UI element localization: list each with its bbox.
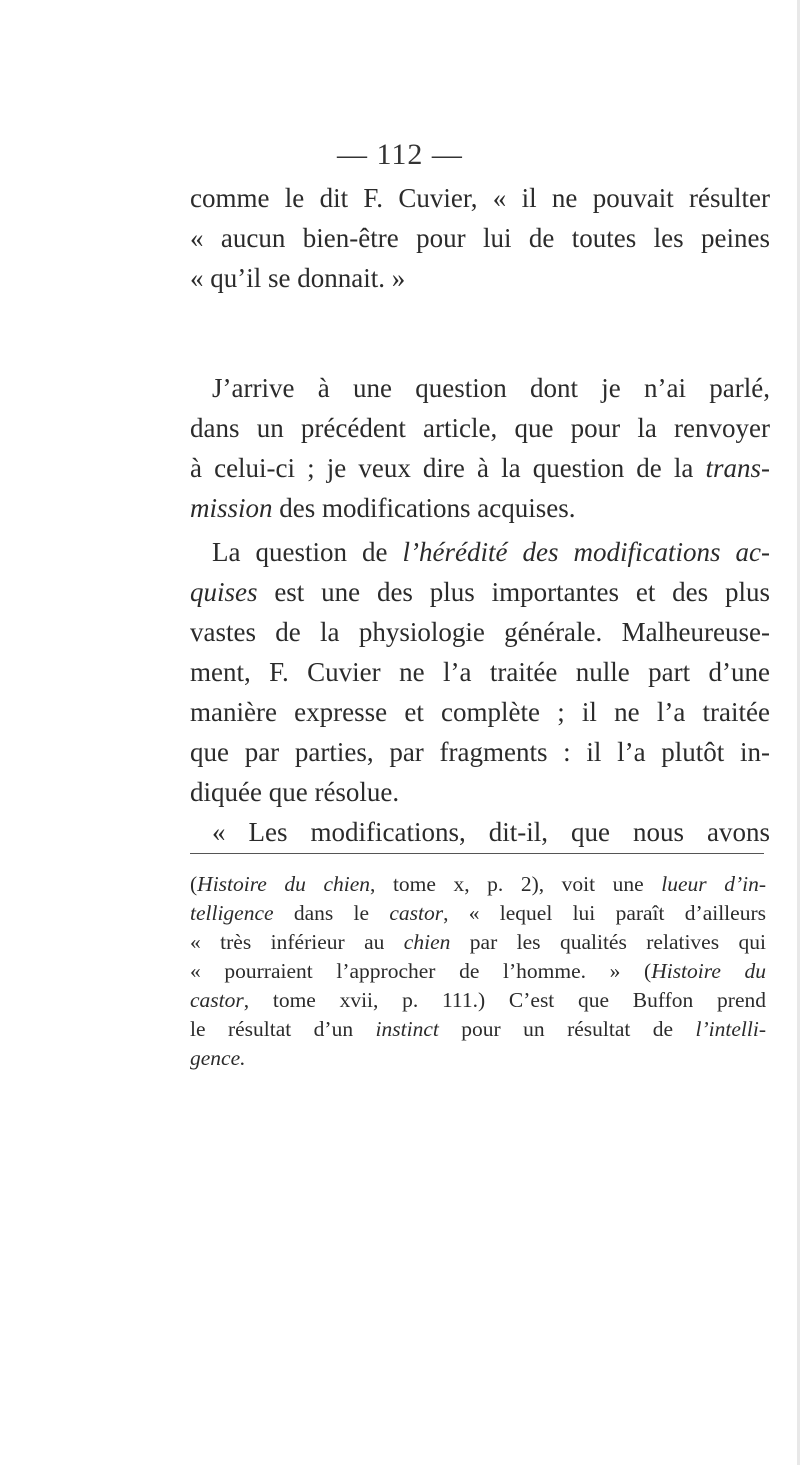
text-line: vastes de la physiologie générale. Malheureuse- — [190, 617, 770, 647]
footnote-line — [190, 928, 766, 957]
text-span: dans le — [273, 901, 390, 925]
text-line: manière expresse et complète ; il ne l’a traitée — [190, 697, 770, 727]
text-span: pour un résultat de — [438, 1017, 696, 1041]
text-line — [190, 448, 770, 488]
text-line: que par parties, par fragments : il l’a plutôt in- — [190, 737, 770, 767]
text-span: , tome x, p. 2), voit une — [370, 872, 662, 896]
text-span: « très inférieur au — [190, 930, 404, 954]
text-line: « aucun bien-être pour lui de toutes les peines — [190, 223, 770, 253]
text-line: J’arrive à une question dont je n’ai parlé, — [212, 373, 770, 403]
footnote-line — [190, 1015, 766, 1044]
footnote-line: gence. — [190, 1046, 246, 1070]
italic-span: trans- — [705, 453, 770, 483]
text-span: des modifications acquises. — [272, 493, 576, 523]
italic-span: chien — [403, 930, 451, 954]
text-line — [190, 572, 770, 612]
text-span: le résultat d’un — [190, 1017, 376, 1041]
text-span: , « lequel lui paraît d’ailleurs — [443, 901, 766, 925]
text-line: comme le dit F. Cuvier, « il ne pouvait résulter — [190, 183, 770, 213]
italic-span: Histoire du — [651, 959, 766, 983]
text-span: , tome xvii, p. 111.) C’est que Buffon prend — [243, 988, 766, 1012]
italic-span: castor — [190, 988, 244, 1012]
italic-span: quises — [190, 577, 258, 607]
text-line: ment, F. Cuvier ne l’a traitée nulle part d’une — [190, 657, 770, 687]
text-span: ( — [190, 872, 198, 896]
text-line: « qu’il se donnait. » — [190, 263, 406, 293]
italic-span: l’intelli- — [695, 1017, 766, 1041]
text-line — [190, 532, 770, 572]
text-span: La question de — [212, 537, 403, 567]
text-line: « Les modifications, dit-il, que nous avons — [212, 817, 770, 847]
italic-span: castor — [389, 901, 444, 925]
footnote-divider — [190, 853, 764, 854]
footnote-line — [190, 870, 766, 899]
text-span: à celui-ci ; je veux dire à la question de la — [190, 453, 706, 483]
italic-span: Histoire du chien — [197, 872, 371, 896]
text-span: « pourraient l’approcher de l’homme. » ( — [190, 959, 652, 983]
italic-span: telligence — [190, 901, 274, 925]
italic-span: instinct — [375, 1017, 439, 1041]
text-span: est une des plus importantes et des plus — [257, 577, 770, 607]
text-span: par les qualités relatives qui — [450, 930, 766, 954]
italic-span: l’hérédité des modifications ac- — [402, 537, 770, 567]
footnote-line — [190, 957, 766, 986]
text-line — [190, 488, 770, 528]
footnote-line — [190, 899, 766, 928]
text-line: dans un précédent article, que pour la renvoyer — [190, 413, 770, 443]
page-number: — 112 — — [337, 138, 463, 171]
text-line: diquée que résolue. — [190, 777, 400, 807]
italic-span: lueur d’in- — [661, 872, 766, 896]
footnote-line — [190, 986, 766, 1015]
italic-span: mission — [190, 493, 273, 523]
